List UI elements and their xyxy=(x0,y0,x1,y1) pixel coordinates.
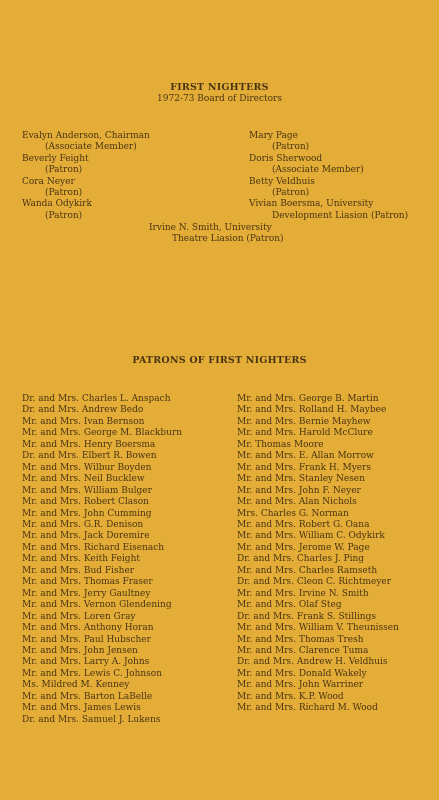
patron-entry: Mr. and Mrs. Neil Bucklew xyxy=(22,474,145,485)
board-member-name: Betty Veldhuis xyxy=(249,176,315,187)
patron-entry: Mr. and Mrs. John Jensen xyxy=(22,645,138,656)
board-member xyxy=(22,154,150,177)
patron-entry: Mr. and Mrs. Bud Fisher xyxy=(22,565,135,576)
board-member xyxy=(249,177,408,200)
patron-entry: Mr. and Mrs. Irvine N. Smith xyxy=(237,588,369,599)
board-member xyxy=(249,199,408,222)
patron-entry: Mr. and Mrs. Paul Hubscher xyxy=(22,634,151,645)
patron-entry: Mr. and Mrs. Ivan Bernson xyxy=(22,416,145,427)
patron-entry: Mr. and Mrs. Henry Boersma xyxy=(22,439,156,450)
board-member-name: Wanda Odykirk xyxy=(22,199,92,210)
board-member-role: (Patron) xyxy=(272,142,310,153)
board-member-name: Vivian Boersma, University xyxy=(249,199,374,210)
patron-entry: Mr. and Mrs. Stanley Nesen xyxy=(237,474,365,485)
patron-entry: Mr. Thomas Moore xyxy=(237,439,324,450)
patron-entry: Mr. and Mrs. Anthony Horan xyxy=(22,623,154,634)
board-member-role: (Patron) xyxy=(45,188,83,199)
page-title: FIRST NIGHTERS xyxy=(170,82,269,93)
patrons-title: PATRONS OF FIRST NIGHTERS xyxy=(132,355,307,366)
board-member-role: (Associate Member) xyxy=(45,142,137,153)
patron-entry: Mr. and Mrs. Olaf Steg xyxy=(237,600,342,611)
patron-entry: Mr. and Mrs. Clarence Tuma xyxy=(237,645,369,656)
patron-entry: Mr. and Mrs. George M. Blackburn xyxy=(22,428,183,439)
board-member-role: (Patron) xyxy=(272,188,310,199)
patron-entry: Mrs. Charles G. Norman xyxy=(237,508,349,519)
patron-entry: Mr. and Mrs. Charles Ramseth xyxy=(237,565,378,576)
page-subtitle: 1972-73 Board of Directors xyxy=(157,94,282,104)
patron-entry: Mr. and Mrs. William V. Theunissen xyxy=(237,623,399,634)
patron-entry: Mr. and Mrs. Alan Nichols xyxy=(237,497,357,508)
patron-entry: Mr. and Mrs. Richard Eisenach xyxy=(22,542,165,553)
board-member xyxy=(249,154,408,177)
patron-entry: Mr. and Mrs. John Cumming xyxy=(22,508,152,519)
board-member-role: Development Liasion (Patron) xyxy=(272,210,409,221)
patron-entry: Mr. and Mrs. Keith Feight xyxy=(22,554,140,565)
patron-entry: Mr. and Mrs. Lewis C. Johnson xyxy=(22,668,162,679)
patron-entry: Mr. and Mrs. Vernon Glendening xyxy=(22,600,172,611)
patron-entry: Mr. and Mrs. Robert Clason xyxy=(22,497,149,508)
patrons-right-column xyxy=(237,394,399,715)
patron-entry: Mr. and Mrs. William C. Odykirk xyxy=(237,531,385,542)
patron-entry: Mr. and Mrs. Wilbur Boyden xyxy=(22,462,152,473)
patron-entry: Mr. and Mrs. Barton LaBelle xyxy=(22,691,153,702)
patron-entry: Mr. and Mrs. Robert G. Oana xyxy=(237,519,370,530)
patron-entry: Mr. and Mrs. Bernie Mayhew xyxy=(237,416,371,427)
board-member-name: Evalyn Anderson, Chairman xyxy=(22,131,150,141)
board-member-role: (Patron) xyxy=(45,165,83,176)
patron-entry: Mr. and Mrs. Jerome W. Page xyxy=(237,542,370,553)
board-member xyxy=(22,199,150,222)
patron-entry: Mr. and Mrs. Loren Gray xyxy=(22,611,136,622)
board-member-name: Irvine N. Smith, University xyxy=(149,223,272,233)
patron-entry: Mr. and Mrs. Harold McClure xyxy=(237,428,373,439)
patron-entry: Mr. and Mrs. Rolland H. Maybee xyxy=(237,405,387,416)
patron-entry: Mr. and Mrs. John Warriner xyxy=(237,680,364,691)
board-member xyxy=(22,131,150,154)
board-center-entry xyxy=(149,223,284,246)
board-member xyxy=(249,131,408,154)
patron-entry: Dr. and Mrs. Andrew Bedo xyxy=(22,405,144,416)
patron-entry: Mr. and Mrs. Richard M. Wood xyxy=(237,703,378,714)
patron-entry: Dr. and Mrs. Cleon C. Richtmeyer xyxy=(237,577,392,588)
patron-entry: Ms. Mildred M. Kenney xyxy=(22,680,130,691)
board-left-column xyxy=(22,131,150,222)
patron-entry: Mr. and Mrs. Thomas Fraser xyxy=(22,577,153,588)
patron-entry: Dr. and Mrs. Samuel J. Lukens xyxy=(22,714,161,725)
patron-entry: Dr. and Mrs. Charles J. Ping xyxy=(237,554,365,565)
patron-entry: Mr. and Mrs. William Bulger xyxy=(22,485,152,496)
patron-entry: Mr. and Mrs. Jerry Gaultney xyxy=(22,588,151,599)
board-member xyxy=(22,177,150,200)
board-member-role: (Associate Member) xyxy=(272,165,364,176)
patron-entry: Mr. and Mrs. E. Allan Morrow xyxy=(237,451,374,462)
patron-entry: Mr. and Mrs. Donald Wakely xyxy=(237,668,367,679)
board-member-name: Mary Page xyxy=(249,131,298,141)
board-member-name: Doris Sherwood xyxy=(249,153,323,164)
patron-entry: Dr. and Mrs. Andrew H. Veldhuis xyxy=(237,657,388,668)
patron-entry: Mr. and Mrs. G.R. Denison xyxy=(22,519,144,530)
board-right-column xyxy=(249,131,408,222)
board-member-name: Cora Neyer xyxy=(22,176,75,187)
patron-entry: Mr. and Mrs. Frank H. Myers xyxy=(237,462,372,473)
patron-entry: Mr. and Mrs. Thomas Tresh xyxy=(237,634,364,645)
board-member-name: Beverly Feight xyxy=(22,153,89,164)
patron-entry: Mr. and Mrs. John F. Neyer xyxy=(237,485,361,496)
board-member-role: (Patron) xyxy=(45,210,83,221)
patron-entry: Mr. and Mrs. James Lewis xyxy=(22,703,141,714)
patron-entry: Mr. and Mrs. Larry A. Johns xyxy=(22,657,150,668)
patrons-left-column xyxy=(22,394,182,726)
patron-entry: Mr. and Mrs. George B. Martin xyxy=(237,394,379,404)
patron-entry: Mr. and Mrs. K.P. Wood xyxy=(237,691,344,702)
board-member-role: Theatre Liasion (Patron) xyxy=(172,234,284,245)
patron-entry: Dr. and Mrs. Elbert R. Bowen xyxy=(22,451,157,462)
patron-entry: Dr. and Mrs. Charles L. Anspach xyxy=(22,394,171,404)
patron-entry: Mr. and Mrs. Jack Doremire xyxy=(22,531,150,542)
patron-entry: Dr. and Mrs. Frank S. Stillings xyxy=(237,611,376,622)
